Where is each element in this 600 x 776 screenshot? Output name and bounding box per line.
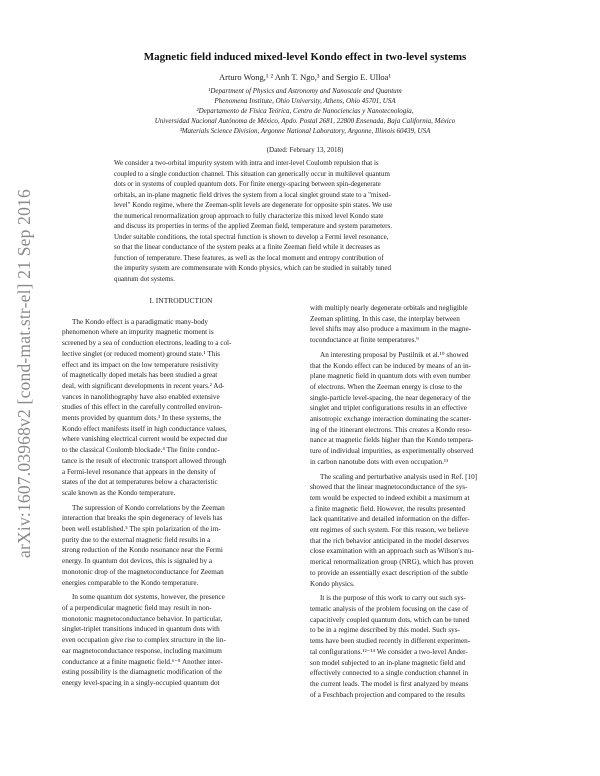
text-line: The scaling and perturbative analysis used in Ref. [10] [320, 472, 478, 481]
text-line: showed that the linear magnetoconductance of the sys- [310, 483, 468, 492]
abstract-line: so that the linear conductance of the system peaks at a finite Zeeman field while it decreases as [114, 243, 381, 251]
text-line: Zeeman splitting. In this case, the interplay between [310, 314, 460, 323]
text-line: purity due to the external magnetic field results in a [62, 535, 211, 544]
text-line: tem would be expected to indeed exhibit a maximum at [310, 493, 470, 502]
text-line: interaction that breaks the spin degeneracy of levels has [62, 514, 223, 523]
text-line: ments provided by quantum dots.³ In these systems, the [62, 414, 222, 423]
text-line: lack quantitative and detailed information on the differ- [310, 515, 470, 524]
text-line: been well established.⁵ The spin polarization of the im- [62, 525, 221, 534]
abstract-line: function of temperature. These features, as well as the local moment and entropy contribution of [114, 253, 384, 262]
section-heading: I. INTRODUCTION [149, 296, 213, 305]
paragraph [62, 503, 300, 589]
text-line: effect and its impact on the low temperature resistivity [62, 360, 219, 369]
affiliation-line: Universidad Nacional Autónoma de México, Apdo. Postal 2681, 22800 Ensenada, Baja California, México [154, 117, 456, 125]
text-line: energies comparable to the Kondo temperature. [62, 578, 199, 587]
text-line: Kondo physics. [310, 579, 355, 588]
text-line: level shifts may also produce a maximum in the magne- [310, 325, 472, 334]
left-paragraphs [62, 317, 300, 689]
dated-line: (Dated: February 13, 2018) [266, 146, 344, 154]
paragraph [310, 472, 548, 590]
text-line: a finite magnetic field. However, the results presented [310, 504, 466, 513]
text-line: ture of individual impurities, as experimentally observed [310, 447, 474, 456]
text-line: screened by a sea of conduction electrons, leading to a col- [62, 339, 232, 348]
text-line: merical renormalization group (NRG), which has proven [310, 558, 474, 567]
text-line: capacitively coupled quantum dots, which can be tuned [310, 615, 470, 624]
abstract-line: and discuss its properties in terms of the applied Zeeman field, temperature and system parameters. [114, 222, 392, 230]
text-line: The supression of Kondo correlations by the Zeeman [72, 503, 225, 512]
abstract [114, 158, 498, 284]
text-line: tance is the result of electronic transport allowed through [62, 456, 227, 465]
text-line: studies of this effect in the carefully controlled environ- [62, 403, 223, 412]
text-line: a Fermi-level resonance that appears in the density of [62, 467, 216, 476]
right-column [310, 303, 548, 700]
paragraph [62, 592, 300, 688]
text-line: ing of the itinerant electrons. This creates a Kondo reso- [310, 425, 472, 434]
abstract-line: level" Kondo regime, where the Zeeman-split levels are degenerate for opposite spin states. We use [114, 201, 393, 209]
text-line: Kondo effect manifests itself in high conductance values, [62, 424, 227, 433]
text-line: of magnetically doped metals has been studied a great [62, 371, 218, 380]
text-line: that the rich behavior anticipated in the model deserves [310, 536, 469, 545]
text-line: esting possibility is the diamagnetic modification of the [62, 668, 222, 677]
abstract-line: the impurity system are commensurate with Kondo physics, which can be studied in suitably tuned [114, 264, 392, 272]
author-list: Arturo Wong,¹ ² Anh T. Ngo,³ and Sergio E. Ulloa¹ [218, 72, 392, 82]
abstract-line: Under suitable conditions, the total spectral function is shown to develop a Fermi level resonance, [114, 232, 389, 241]
text-line: where vanishing electrical current would be expected due [62, 435, 228, 444]
abstract-line: coupled to a single conduction channel. This situation can generically occur in multilevel quantum [114, 169, 390, 178]
text-line: conductance at a finite magnetic field.⁶⁻⁸ Another inter- [62, 657, 223, 666]
arxiv-identifier-stamp [4, 138, 44, 608]
text-line: deal, with significant developments in recent years.² Ad- [62, 381, 225, 390]
text-line: tems have been studied recently in different experimen- [310, 637, 471, 646]
text-line: the current leads. The model is first analyzed by means [310, 679, 469, 688]
text-line: singlet-triplet transitions induced in quantum dots with [62, 625, 220, 634]
text-line: to provide an essentially exact description of the subtle [310, 568, 469, 577]
affiliation-line: ²Departamento de Física Teórica, Centro de Nanociencias y Nanotecnología, [196, 107, 414, 115]
text-line: anisotropic exchange interaction dominating the scatter- [310, 415, 472, 424]
left-column [62, 296, 300, 689]
paragraph [310, 593, 548, 700]
paper-title: Magnetic field induced mixed-level Kondo effect in two-level systems [143, 51, 467, 63]
text-line: monotonic magnetoconductance behavior. In particular, [62, 614, 223, 623]
text-line: tematic analysis of the problem focusing on the case of [310, 604, 469, 613]
paragraph [310, 350, 548, 468]
text-line: single-particle level-spacing, the near degeneracy of the [310, 393, 471, 402]
abstract-line: dots or in systems of coupled quantum dots. For finite energy-spacing between spin-degenerate [114, 180, 381, 188]
text-line: It is the purpose of this work to carry out such sys- [320, 594, 466, 603]
text-line: vances in nanolithography have also enabled extensive [62, 392, 220, 401]
text-line: even occupation give rise to complex structure in the lin- [62, 636, 226, 645]
text-line: to be in a regime described by this model. Such sys- [310, 626, 460, 635]
paragraph [310, 303, 548, 346]
text-line: close examination with an approach such as Wilson's nu- [310, 547, 474, 556]
text-line: of a Feschbach projection and compared to the results [310, 690, 465, 699]
abstract-line: We consider a two-orbital impurity system with intra and inter-level Coulomb repulsion that is [114, 159, 379, 167]
text-line: that the Kondo effect can be induced by means of an in- [310, 361, 471, 370]
abstract-line: orbitals, an in-plane magnetic field drives the system from a local singlet ground state to a "mixed- [114, 190, 391, 199]
arxiv-identifier-text: arXiv:1607.03968v2 [cond-mat.str-el] 21 Sep 2016 [13, 188, 34, 558]
text-line: plane magnetic field in quantum dots with even number [310, 372, 471, 381]
text-line: nance at magnetic fields higher than the Kondo tempera- [310, 436, 474, 445]
text-line: energy level-spacing in a singly-occupied quantum dot [62, 678, 220, 687]
text-line: An interesting proposal by Pustilnik et al.¹⁰ showed [320, 350, 469, 359]
text-line: singlet and triplet configurations results in an effective [310, 404, 467, 413]
text-line: of electrons. When the Zeeman energy is close to the [310, 382, 463, 391]
text-line: of a perpendicular magnetic field may result in non- [62, 603, 212, 612]
abstract-line: quantum dot systems. [114, 274, 175, 283]
affiliation-line: ¹Department of Physics and Astronomy and Nanoscale and Quantum [208, 87, 402, 95]
text-line: strong reduction of the Kondo resonance near the Fermi [62, 546, 223, 555]
paragraph [62, 317, 300, 499]
affiliation-list [70, 86, 540, 136]
text-line: tal configurations.¹²⁻¹⁴ We consider a two-level Ander- [310, 647, 468, 656]
text-line: toconductance at finite temperatures.⁹ [310, 336, 419, 345]
abstract-line: the numerical renormalization group approach to fully characterize this mixed level Kondo state [114, 211, 384, 220]
text-line: scale known as the Kondo temperature. [62, 488, 176, 497]
text-line: with multiply nearly degenerate orbitals and negligible [310, 304, 468, 312]
text-line: In some quantum dot systems, however, the presence [72, 593, 225, 602]
text-line: ent regimes of such system. For this reason, we believe [310, 526, 469, 535]
text-line: energy. In quantum dot devices, this is signaled by a [62, 557, 213, 566]
right-paragraphs [310, 303, 548, 700]
text-line: effectively connected to a single conduction channel in [310, 669, 469, 678]
text-line: The Kondo effect is a paradigmatic many-body [72, 317, 208, 326]
text-line: lective singlet (or reduced moment) ground state.¹ This [62, 349, 221, 358]
affiliation-line: Phenomena Institute, Ohio University, Athens, Ohio 45701, USA [214, 97, 396, 105]
text-line: states of the dot at temperatures below a characteristic [62, 478, 218, 487]
text-line: son model subjected to an in-plane magnetic field and [310, 658, 466, 667]
text-line: monotonic drop of the magnetoconductance for Zeeman [62, 567, 224, 576]
text-line: to the classical Coulomb blockade.⁴ The finite conduc- [62, 446, 220, 455]
text-line: phenomenon where an impurity magnetic moment is [62, 328, 214, 337]
text-line: ear magnetoconductance response, including maximum [62, 646, 222, 655]
text-line: in carbon nanotube dots with even occupation.¹¹ [310, 457, 449, 466]
affiliation-line: ³Materials Science Division, Argonne National Laboratory, Argonne, Illinois 60439, USA [179, 127, 431, 135]
